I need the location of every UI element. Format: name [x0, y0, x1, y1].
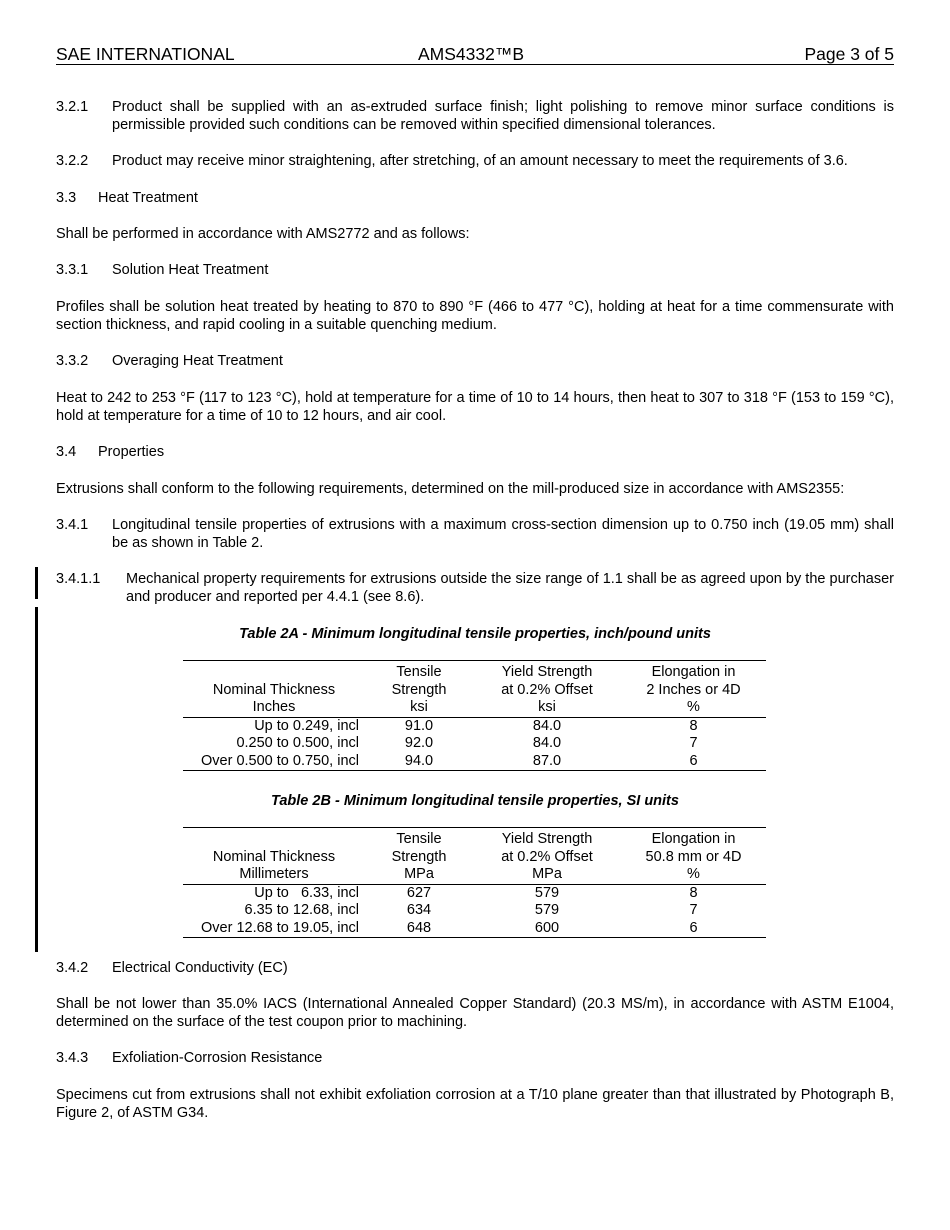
section-3-4-3-heading	[56, 1049, 894, 1067]
header-line: Nominal Thickness	[212, 681, 336, 698]
cell-tensile: 94.0	[404, 752, 434, 769]
cell-elongation: 6	[689, 752, 698, 769]
section-3-2-2	[56, 152, 894, 170]
paragraph-3-4	[56, 480, 894, 498]
cell-elongation: 7	[689, 902, 698, 918]
paragraph-text: Specimens cut from extrusions shall not exhibit exfoliation corrosion at a T/10 plane greater than that illustrated by Photograph B, Figure 2, of ASTM G34.	[56, 1087, 894, 1121]
table-2b-caption: Table 2B - Minimum longitudinal tensile properties, SI units	[271, 793, 679, 809]
header-line: Nominal Thickness	[212, 848, 336, 865]
table-2a	[183, 660, 766, 771]
section-title: Properties	[98, 444, 165, 460]
header-yield-strength	[473, 828, 621, 885]
section-3-4-heading	[56, 443, 894, 461]
header-line: %	[687, 866, 700, 882]
cell-elongation: 8	[689, 884, 698, 901]
cell-thickness: 6.35 to 12.68, incl	[244, 902, 359, 918]
header-page-number: Page 3 of 5	[804, 44, 894, 64]
page-header	[56, 44, 894, 65]
header-tensile-strength	[365, 828, 473, 885]
section-title: Heat Treatment	[98, 190, 198, 206]
header-line: Elongation in	[651, 831, 736, 847]
header-line: 50.8 mm or 4D	[645, 848, 742, 865]
cell-elongation: 7	[689, 735, 698, 751]
table-row	[183, 902, 766, 920]
header-line: Inches	[252, 699, 296, 715]
table-header-row	[183, 661, 766, 718]
paragraph-3-3-2	[56, 389, 894, 425]
cell-thickness: Over 0.500 to 0.750, incl	[201, 752, 359, 769]
header-line: Yield Strength	[501, 831, 593, 847]
header-line: Millimeters	[239, 866, 309, 882]
cell-elongation: 6	[689, 919, 698, 936]
section-text: Longitudinal tensile properties of extrusions with a maximum cross-section dimension up to 0.750 inch (19.05 mm) shall be as shown in Table 2.	[112, 517, 894, 551]
header-line: Strength	[391, 848, 447, 865]
section-3-4-1-1	[56, 570, 894, 606]
paragraph-3-4-3	[56, 1086, 894, 1122]
section-title: Solution Heat Treatment	[112, 262, 269, 278]
section-text: Mechanical property requirements for extrusions outside the size range of 1.1 shall be as agreed upon by the purchaser and producer and reported per 4.4.1 (see 8.6).	[126, 571, 894, 605]
header-line: Tensile	[396, 831, 442, 847]
cell-yield: 87.0	[532, 752, 562, 769]
cell-yield: 84.0	[532, 735, 562, 751]
header-elongation	[621, 828, 766, 885]
paragraph-3-3-1	[56, 298, 894, 334]
section-number: 3.4.1	[56, 517, 89, 533]
header-org: SAE INTERNATIONAL	[56, 44, 235, 64]
header-line: Elongation in	[651, 664, 736, 680]
header-tensile-strength	[365, 661, 473, 718]
cell-tensile: 92.0	[404, 735, 434, 751]
section-number: 3.4.3	[56, 1050, 89, 1066]
header-yield-strength	[473, 661, 621, 718]
table-row	[183, 753, 766, 771]
table-2a-caption: Table 2A - Minimum longitudinal tensile properties, inch/pound units	[239, 626, 711, 642]
header-line: 2 Inches or 4D	[646, 681, 741, 698]
table-header-row	[183, 828, 766, 885]
section-number: 3.4.2	[56, 960, 89, 976]
header-doc-number: AMS4332™B	[418, 44, 525, 64]
section-text: Product may receive minor straightening, after stretching, of an amount necessary to meet the requirements of 3.6.	[112, 153, 848, 169]
section-text: Product shall be supplied with an as-extruded surface finish; light polishing to remove minor surface conditions is permissible provided such conditions can be removed within specified dimensional tolerances.	[112, 99, 894, 133]
header-line: at 0.2% Offset	[501, 681, 593, 698]
section-number: 3.3	[56, 190, 77, 206]
cell-thickness: Up to 6.33, incl	[254, 884, 359, 901]
header-line: ksi	[410, 699, 428, 715]
section-number: 3.2.1	[56, 99, 89, 115]
paragraph-text: Profiles shall be solution heat treated by heating to 870 to 890 °F (466 to 477 °C), holding at heat for a time commensurate with section thickness, and rapid cooling in a suitable quenching medium.	[56, 299, 894, 333]
cell-thickness: Up to 0.249, incl	[254, 717, 359, 734]
section-3-3-1-heading	[56, 261, 894, 279]
cell-tensile: 91.0	[404, 717, 434, 734]
paragraph-text: Shall be not lower than 35.0% IACS (International Annealed Copper Standard) (20.3 MS/m), in accordance with ASTM E1004, determined on the surface of the test coupon prior to machining.	[56, 996, 894, 1030]
header-line: Yield Strength	[501, 664, 593, 680]
cell-yield: 84.0	[532, 717, 562, 734]
section-title: Exfoliation-Corrosion Resistance	[112, 1050, 323, 1066]
section-number: 3.4	[56, 444, 77, 460]
header-nominal-thickness	[183, 828, 365, 885]
section-number: 3.4.1.1	[56, 571, 101, 587]
header-line: ksi	[538, 699, 556, 715]
cell-thickness: 0.250 to 0.500, incl	[236, 735, 359, 751]
cell-yield: 579	[534, 902, 560, 918]
section-title: Electrical Conductivity (EC)	[112, 960, 288, 976]
cell-tensile: 634	[406, 902, 432, 918]
change-bar	[35, 567, 38, 599]
header-line: Tensile	[396, 664, 442, 680]
paragraph-text: Heat to 242 to 253 °F (117 to 123 °C), hold at temperature for a time of 10 to 14 hours, then heat to 307 to 318 °F (153 to 159 °C), hold at temperature for a time of 10 to 12 hours, and air cool.	[56, 390, 894, 424]
section-3-4-2-heading	[56, 959, 894, 977]
section-number: 3.3.1	[56, 262, 89, 278]
header-elongation	[621, 661, 766, 718]
table-row	[183, 884, 766, 902]
paragraph-text: Extrusions shall conform to the following requirements, determined on the mill-produced size in accordance with AMS2355:	[56, 481, 845, 497]
cell-elongation: 8	[689, 717, 698, 734]
header-nominal-thickness	[183, 661, 365, 718]
header-line: at 0.2% Offset	[501, 848, 593, 865]
paragraph-3-4-2	[56, 995, 894, 1031]
table-2b	[183, 827, 766, 938]
table-row	[183, 717, 766, 735]
table-row	[183, 920, 766, 938]
header-line: MPa	[532, 866, 562, 882]
section-3-4-1	[56, 516, 894, 552]
header-line: MPa	[404, 866, 434, 882]
section-number: 3.2.2	[56, 153, 89, 169]
section-3-3-2-heading	[56, 352, 894, 370]
section-3-3-heading	[56, 189, 894, 207]
table-row	[183, 735, 766, 753]
cell-tensile: 627	[406, 884, 432, 901]
header-line: %	[687, 699, 700, 715]
section-3-2-1	[56, 98, 894, 134]
section-title: Overaging Heat Treatment	[112, 353, 283, 369]
paragraph-text: Shall be performed in accordance with AMS2772 and as follows:	[56, 226, 470, 242]
section-number: 3.3.2	[56, 353, 89, 369]
header-line: Strength	[391, 681, 447, 698]
cell-tensile: 648	[406, 919, 432, 936]
cell-yield: 600	[534, 919, 560, 936]
cell-yield: 579	[534, 884, 560, 901]
change-bar	[35, 607, 38, 952]
paragraph-3-3	[56, 225, 894, 243]
cell-thickness: Over 12.68 to 19.05, incl	[201, 919, 359, 936]
